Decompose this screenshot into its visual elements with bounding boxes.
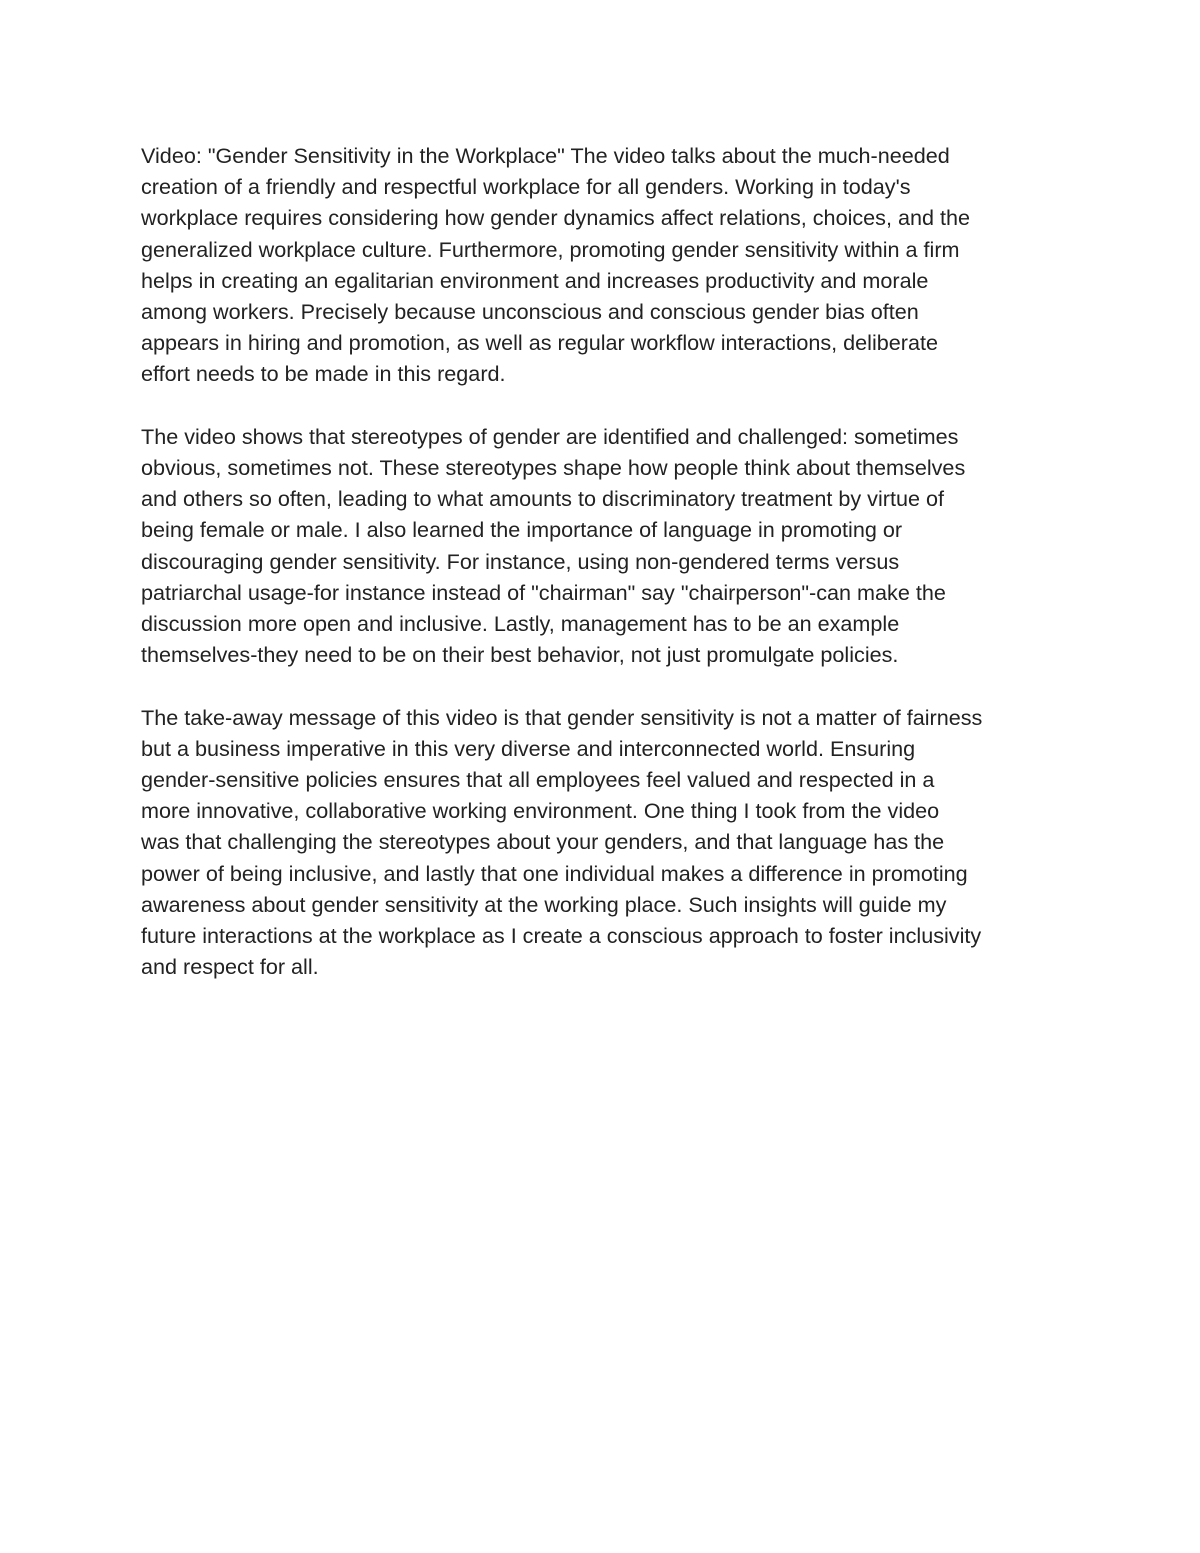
document-body (141, 140, 1071, 982)
paragraph-1: Video: "Gender Sensitivity in the Workplace" The video talks about the much-needed creation of a friendly and respectful workplace for all genders. Working in today's workplace requires considering how gender dynamics affect relations, choices, and the generalized workplace culture. Furthermore, promoting gender sensitivity within a firm helps in creating an egalitarian environment and increases productivity and morale among workers. Precisely because unconscious and conscious gender bias often appears in hiring and promotion, as well as regular workflow interactions, deliberate effort needs to be made in this regard. (141, 143, 971, 387)
paragraph-2: The video shows that stereotypes of gender are identified and challenged: sometimes obvious, sometimes not. These stereotypes shape how people think about themselves and others so often, leading to what amounts to discriminatory treatment by virtue of being female or male. I also learned the importance of language in promoting or discouraging gender sensitivity. For instance, using non-gendered terms versus patriarchal usage-for instance instead of "chairman" say "chairperson"-can make the discussion more open and inclusive. Lastly, management has to be an example themselves-they need to be on their best behavior, not just promulgate policies. (141, 423, 966, 668)
paragraph-3: The take-away message of this video is that gender sensitivity is not a matter of fairness but a business imperative in this very diverse and interconnected world. Ensuring gender-sensitive policies ensures that all employees feel valued and respected in a more innovative, collaborative working environment. One thing I took from the video was that challenging the stereotypes about your genders, and that language has the power of being inclusive, and lastly that one individual makes a difference in promoting awareness about gender sensitivity at the working place. Such insights will guide my future interactions at the workplace as I create a conscious approach to foster inclusivity and respect for all. (141, 704, 983, 980)
